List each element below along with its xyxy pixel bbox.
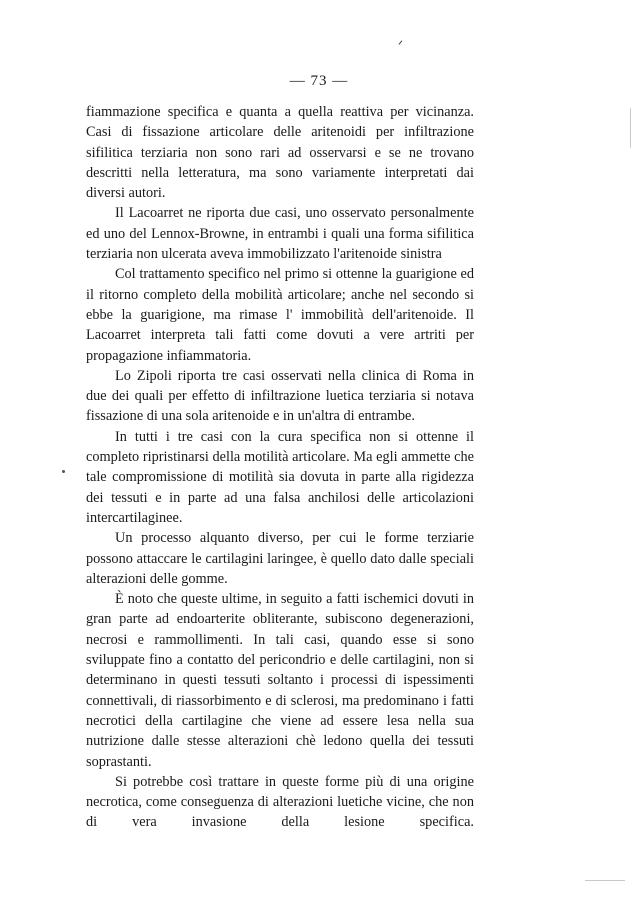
paragraph-3: Col trattamento specifico nel primo si ottenne la guarigione ed il ritorno completo della mobilità articolare; anche nel secondo si ebbe la guarigione, ma rimase l' immobilità dell'aritenoide. Il Lacoarret interpreta tali fatti come dovuti a vere artriti per propagazione infiammatoria. xyxy=(86,266,474,364)
paragraph-7: È noto che queste ultime, in seguito a fatti ischemici dovuti in gran parte ad endoarterite obliterante, subiscono degenerazioni, necrosi e rammollimenti. In tali casi, quando esse si sono sviluppate fino a contatto del pericondrio e delle cartilagini, non si determinano in questi tessuti soltanto i processi di ispessimenti connettivali, di riassorbimento e di sclerosi, ma predominano i fatti necrotici della cartilagine che viene ad essere lesa nella sua nutrizione dalle stesse alterazioni chè ledono quella dei tessuti soprastanti. xyxy=(86,591,474,770)
paragraph-2: Il Lacoarret ne riporta due casi, uno osservato personalmente ed uno del Lennox-Browne, in entrambi i quali una forma sifilitica terziaria non ulcerata aveva immobilizzato l'aritenoide sinistra xyxy=(86,205,474,263)
body-text xyxy=(86,102,474,833)
scan-edge-mark xyxy=(630,108,631,148)
page-number: — 73 — xyxy=(289,73,349,89)
paragraph-1: fiammazione specifica e quanta a quella reattiva per vicinanza. Casi di fissazione articolare delle aritenoidi per infiltrazione sifilitica terziaria non sono rari ad osservarsi e se ne trovano descritti nella letteratura, ma sono variamente interpretati dai diversi autori. xyxy=(86,104,474,202)
paragraph-4: Lo Zipoli riporta tre casi osservati nella clinica di Roma in due dei quali per effetto di infiltrazione luetica terziaria si notava fissazione di una sola aritenoide e in un'altra di entrambe. xyxy=(86,367,474,425)
paragraph-5: In tutti i tre casi con la cura specifica non si ottenne il completo ripristinarsi della motilità articolare. Ma egli ammette che tale compromissione di motilità sia dovuta in parte alla rigidezza dei tessuti e in parte ad una falsa anchilosi delle articolazioni intercartilaginee. xyxy=(86,428,474,526)
corner-mark: ᐟ xyxy=(398,38,404,52)
paragraph-8: Si potrebbe così trattare in queste forme più di una origine necrotica, come conseguenza di alterazioni luetiche vicine, che non di vera invasione della lesione specifica. xyxy=(86,773,474,831)
scan-speck xyxy=(62,470,65,473)
scan-edge-mark xyxy=(585,880,625,881)
paragraph-6: Un processo alquanto diverso, per cui le forme terziarie possono attaccare le cartilagini laringee, è quello dato dalle speciali alterazioni delle gomme. xyxy=(86,530,474,587)
